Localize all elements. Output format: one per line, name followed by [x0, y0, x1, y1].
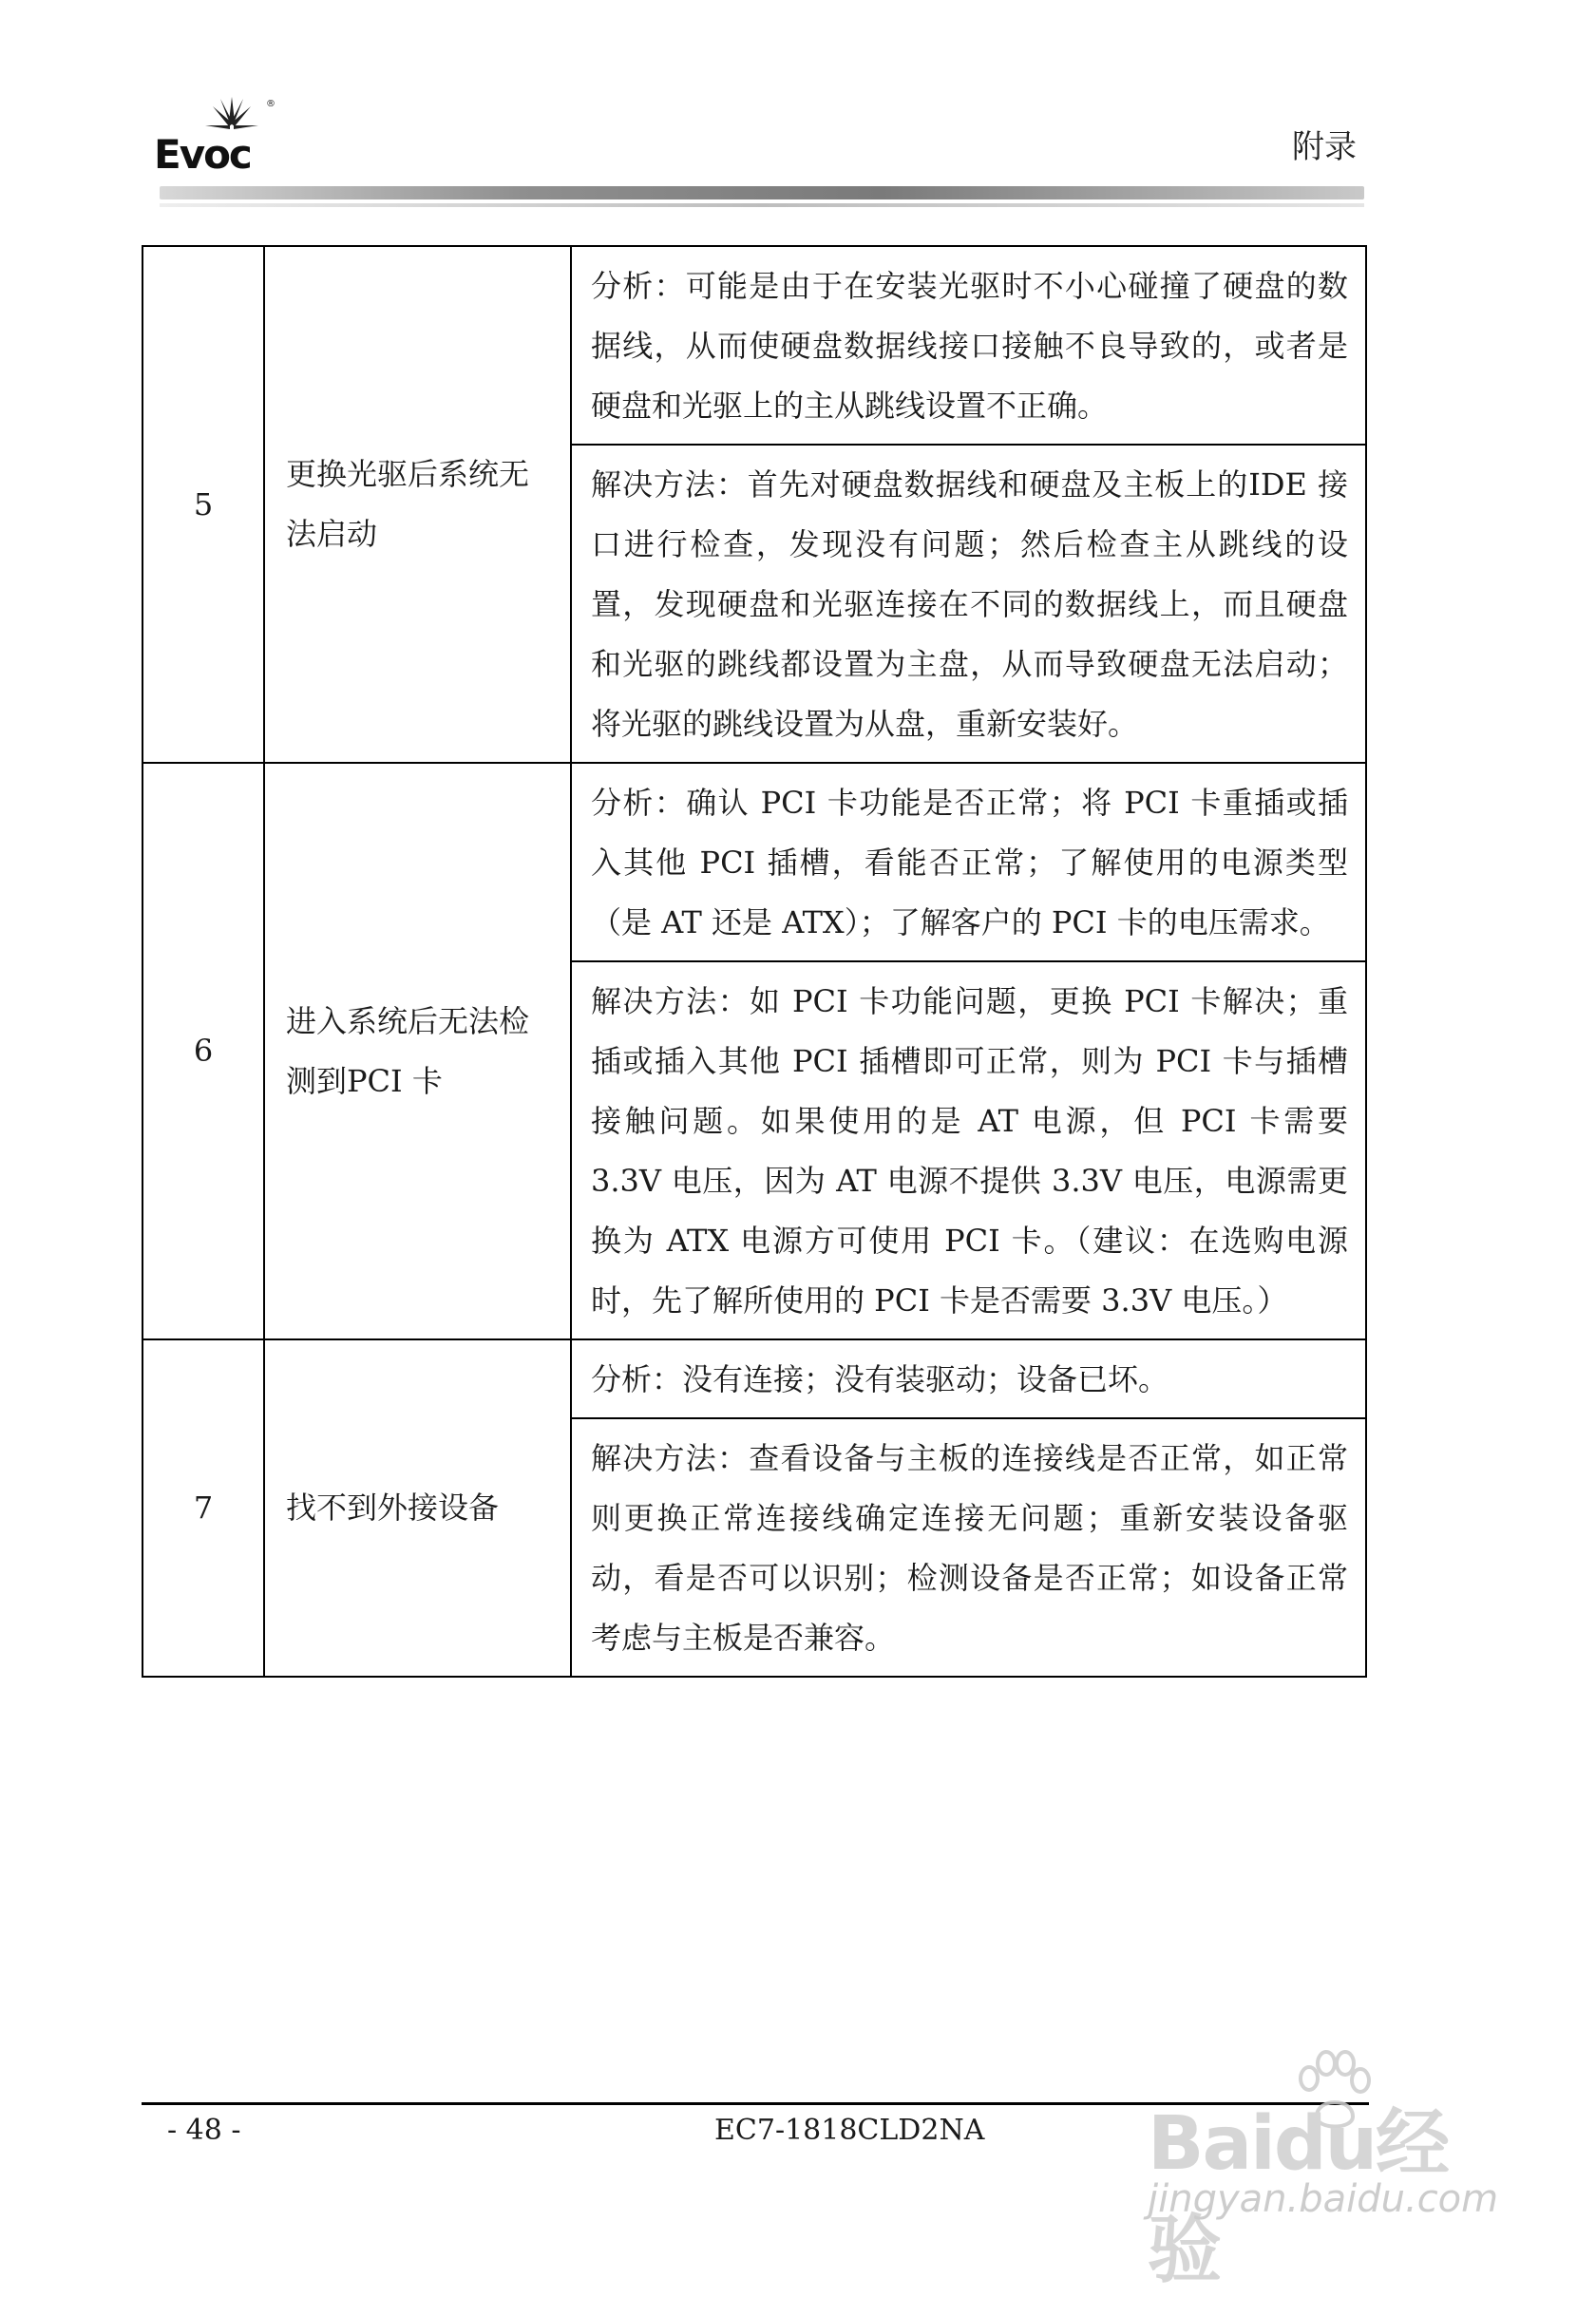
- analysis-cell: [571, 246, 1366, 445]
- registered-mark: ®: [266, 99, 276, 109]
- issue-cell: [264, 763, 571, 1339]
- analysis-text: 分析：没有连接；没有装驱动；设备已坏。: [591, 1361, 1169, 1397]
- table-row: [142, 1339, 1366, 1418]
- row-number-cell: [142, 763, 264, 1339]
- page-section-title: 附录: [1292, 128, 1357, 166]
- row-number-cell: [142, 246, 264, 763]
- row-number: 7: [193, 1490, 214, 1526]
- watermark-brand: Baidu经验: [1148, 2101, 1449, 2293]
- solution-cell: [571, 961, 1366, 1339]
- analysis-cell: [571, 763, 1366, 961]
- analysis-text: 分析：可能是由于在安装光驱时不小心碰撞了硬盘的数据线，从而使硬盘数据线接口接触不良导致的，或者是硬盘和光驱上的主从跳线设置不正确。: [591, 268, 1348, 424]
- header-divider: [160, 186, 1364, 199]
- issue-cell: [264, 246, 571, 763]
- logo-text: Evoc: [154, 131, 251, 178]
- row-number: 6: [193, 1033, 214, 1069]
- analysis-cell: [571, 1339, 1366, 1418]
- solution-text: 解决方法：首先对硬盘数据线和硬盘及主板上的IDE 接口进行检查，发现没有问题；然后检查主从跳线的设置，发现硬盘和光驱连接在不同的数据线上，而且硬盘和光驱的跳线都设置为主盘，从而导致硬盘无法启动；将光驱的跳线设置为从盘，重新安装好。: [591, 466, 1348, 742]
- evoc-logo: [154, 95, 287, 180]
- solution-cell: [571, 1418, 1366, 1677]
- header-divider-shadow: [160, 203, 1364, 207]
- analysis-text: 分析：确认 PCI 卡功能是否正常；将 PCI 卡重插或插入其他 PCI 插槽，看能否正常；了解使用的电源类型（是 AT 还是 ATX）；了解客户的 PCI 卡的电压需求。: [591, 785, 1348, 940]
- issue-text: 更换光驱后系统无法启动: [286, 456, 530, 552]
- issue-cell: [264, 1339, 571, 1677]
- issue-text: 进入系统后无法检测到PCI 卡: [286, 1002, 530, 1099]
- troubleshooting-table: [142, 245, 1367, 1678]
- page-number: - 48 -: [167, 2114, 241, 2147]
- row-number: 5: [193, 485, 214, 522]
- table-row: [142, 246, 1366, 445]
- solution-text: 解决方法：如 PCI 卡功能问题，更换 PCI 卡解决；重插或插入其他 PCI 插槽即可正常，则为 PCI 卡与插槽接触问题。如果使用的是 AT 电源，但 PCI 卡需要 3.3V 电压，因为 AT 电源不提供 3.3V 电压，电源需更换为 ATX 电源方可使用 PCI 卡。（建议：在选购电源时，先了解所使用的 PCI 卡是否需要 3.3V 电压。）: [591, 983, 1348, 1319]
- model-code: EC7-1818CLD2NA: [714, 2114, 985, 2147]
- solution-text: 解决方法：查看设备与主板的连接线是否正常，如正常则更换正常连接线确定连接无问题；重新安装设备驱动，看是否可以识别；检测设备是否正常；如设备正常考虑与主板是否兼容。: [591, 1440, 1348, 1656]
- issue-text: 找不到外接设备: [286, 1490, 500, 1526]
- table-row: [142, 763, 1366, 961]
- solution-cell: [571, 445, 1366, 763]
- watermark-url: jingyan.baidu.com: [1148, 2177, 1499, 2221]
- baidu-watermark: [1129, 2042, 1509, 2293]
- row-number-cell: [142, 1339, 264, 1677]
